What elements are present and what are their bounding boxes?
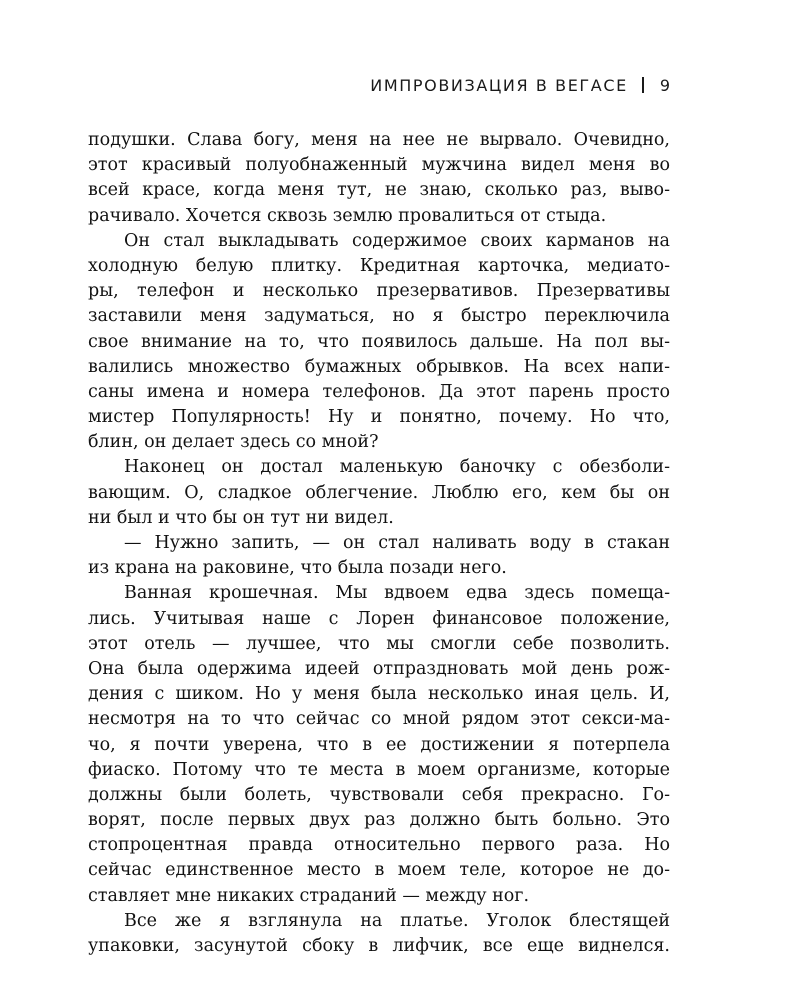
text-line: чо, я почти уверена, что в ее достижении я потерпела [88,734,670,755]
text-line: подушки. Слава богу, меня на нее не вырвало. Очевидно, [88,130,670,150]
text-line: Ванная крошечная. Мы вдвоем едва здесь помеща- [124,583,670,604]
running-head [88,76,670,100]
text-line: ни был и что бы он тут ни видел. [88,507,394,528]
text-line: фиаско. Потому что те места в моем организме, которые [88,759,670,780]
text-line: лись. Учитывая наше с Лорен финансовое положение, [88,608,670,629]
text-line: — Нужно запить, — он стал наливать воду в стакан [124,533,670,553]
text-line: дения с шиком. Но у меня была несколько иная цель. И, [88,684,670,705]
text-line: свое внимание на то, что появилось дальше. На пол вы- [88,331,670,352]
text-line: ры, телефон и несколько презервативов. Презервативы [88,281,670,302]
text-line: саны имена и номера телефонов. Да этот парень просто [88,381,670,402]
text-line: вающим. О, сладкое облегчение. Люблю его, кем бы он [88,482,670,503]
text-line: должны были болеть, чувствовали себя прекрасно. Го- [88,784,670,805]
text-line: Она была одержима идеей отпраздновать мой день рож- [88,658,670,679]
text-line: ставляет мне никаких страданий — между ног. [88,885,530,906]
text-line: Наконец он достал маленькую баночку с обезболи- [124,457,670,478]
page-number: 9 [659,76,670,95]
text-line: упаковки, засунутой сбоку в лифчик, все еще виднелся. [88,936,670,956]
text-line: Он стал выкладывать содержимое своих карманов на [124,230,670,251]
text-line: блин, он делает здесь со мной? [88,432,379,453]
text-line: несмотря на то что сейчас со мной рядом этот секси-ма- [88,709,670,730]
text-line: сейчас единственное место в моем теле, которое не до- [88,860,670,881]
text-line: этот красивый полуобнаженный мужчина видел меня во [88,155,670,176]
text-line: заставили меня задуматься, но я быстро переключила [88,306,670,327]
body-text [88,128,670,959]
text-line: мистер Популярность! Ну и понятно, почему. Но что, [88,407,670,428]
text-line: холодную белую плитку. Кредитная карточка, медиато- [88,255,670,276]
text-line: из крана на раковине, что была позади него. [88,558,507,579]
book-title: ИМПРОВИЗАЦИЯ В ВЕГАСЕ [370,76,628,95]
text-line: ворят, после первых двух раз должно быть больно. Это [88,810,670,831]
text-line: этот отель — лучшее, что мы смогли себе позволить. [88,633,670,654]
header-separator [642,77,644,93]
text-line: Все же я взглянула на платье. Уголок блестящей [124,910,670,931]
text-line: валились множество бумажных обрывков. На всех напи- [88,356,670,377]
text-line: рачивало. Хочется сквозь землю провалиться от стыда. [88,205,607,226]
text-line: всей красе, когда меня тут, не знаю, сколько раз, выво- [88,180,670,201]
text-line: стопроцентная правда относительно первого раза. Но [88,835,670,856]
